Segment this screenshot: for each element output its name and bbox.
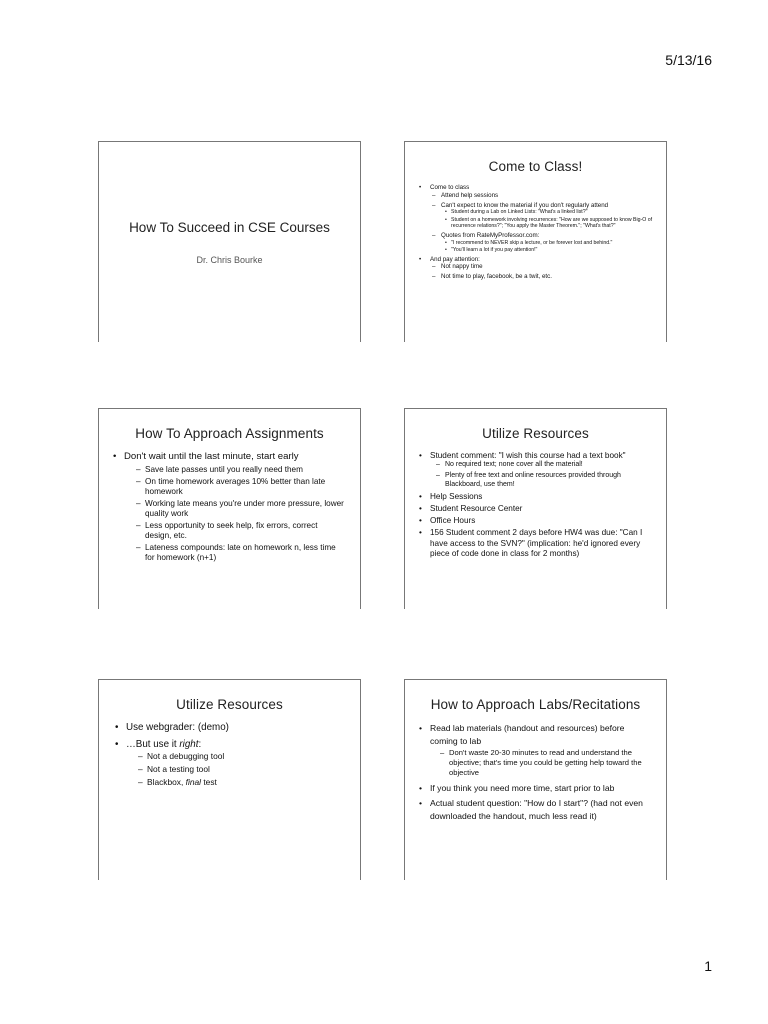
slide-title: How To Approach Assignments — [135, 426, 324, 441]
slide-come-to-class — [404, 141, 667, 342]
sub-bullet-text: Not a testing tool — [147, 764, 210, 775]
slide-title: Utilize Resources — [176, 697, 283, 712]
slide-title: How To Succeed in CSE Courses — [129, 220, 330, 235]
sub-bullet-item: – Working late means you're under more pressure, lower quality work — [136, 499, 346, 519]
sub-sub-bullet-item: • "I recommend to NEVER skip a lecture, or be forever lost and behind." — [445, 240, 654, 247]
bullet-item — [113, 451, 346, 563]
sub-sub-bullet-item: • Student during a Lab on Linked Lists: "What's a linked list?" — [445, 209, 654, 216]
bullet-item — [419, 492, 654, 502]
sub-sub-bullet-item: • "You'll learn a lot if you pay attention!" — [445, 247, 654, 254]
sub-bullet-text-pre: Blackbox, — [147, 777, 186, 788]
sub-bullet-item: – Don't waste 20-30 minutes to read and understand the objective; that's time you could be getting help toward the objective — [440, 748, 654, 779]
bullet-text-pre: …But use it — [126, 738, 180, 750]
bullet-text: 156 Student comment 2 days before HW4 was due: "Can I have access to the SVN?" (implication: he'd ignored every piece of code done in class for 2 months) — [430, 528, 643, 558]
sub-bullet-text: Quotes from RateMyProfessor.com: — [441, 231, 540, 239]
sub-bullet-item — [432, 263, 654, 271]
bullet-text: Student comment: "I wish this course had a text book" — [430, 451, 626, 460]
sub-bullet-item — [432, 202, 654, 230]
sub-bullet-item: – Lateness compounds: late on homework n, less time for homework (n+1) — [136, 543, 346, 563]
sub-bullet-text: Not nappy time — [441, 263, 483, 271]
bullet-list — [419, 722, 654, 823]
bullet-text — [126, 739, 201, 750]
bullet-list — [419, 184, 654, 281]
bullet-text: And pay attention: — [430, 255, 480, 263]
slide-title-card — [98, 141, 361, 342]
bullet-text-emphasis: right — [179, 738, 199, 750]
sub-sub-bullet-list — [445, 240, 654, 254]
slide-utilize-resources — [404, 408, 667, 609]
bullet-text: Read lab materials (handout and resources) before coming to lab — [430, 723, 625, 746]
bullet-text: Actual student question: "How do I start"? (had not even downloaded the handout, much less read it) — [430, 798, 643, 822]
bullet-text-post: : — [198, 738, 202, 750]
bullet-text: Don't wait until the last minute, start early — [124, 451, 299, 462]
bullet-text: Come to class — [430, 184, 470, 191]
slide-title: Come to Class! — [488, 159, 583, 174]
sub-bullet-item — [138, 751, 346, 762]
slide-utilize-resources-webgrader — [98, 679, 361, 880]
sub-bullet-text-emphasis: final — [185, 777, 202, 788]
sub-bullet-list — [138, 751, 346, 788]
bullet-item — [419, 782, 654, 795]
bullet-item — [419, 184, 654, 254]
bullet-item — [419, 722, 654, 779]
sub-bullet-item — [432, 192, 654, 200]
bullet-item — [419, 528, 654, 559]
sub-bullet-text: Attend help sessions — [441, 191, 499, 199]
sub-bullet-list — [440, 748, 654, 779]
bullet-text: Student Resource Center — [430, 503, 523, 513]
bullet-text: If you think you need more time, start prior to lab — [430, 782, 615, 793]
sub-bullet-item — [138, 777, 346, 788]
bullet-text: Office Hours — [430, 516, 476, 525]
slide-subtitle: Dr. Chris Bourke — [196, 255, 263, 265]
sub-bullet-item — [432, 232, 654, 254]
sub-bullet-list — [432, 192, 654, 254]
sub-bullet-list — [436, 461, 654, 489]
sub-bullet-item: – Less opportunity to seek help, fix errors, correct design, etc. — [136, 521, 346, 541]
slide-title: Utilize Resources — [482, 426, 589, 441]
slide-approach-assignments — [98, 408, 361, 609]
sub-bullet-text: Not time to play, facebook, be a twit, etc. — [441, 273, 552, 280]
bullet-list — [113, 451, 346, 563]
bullet-text: Help Sessions — [430, 491, 483, 501]
sub-bullet-item: – Save late passes until you really need them — [136, 465, 346, 475]
bullet-item — [419, 516, 654, 526]
bullet-list — [115, 722, 346, 788]
sub-bullet-item: – No required text; none cover all the material! — [436, 461, 654, 470]
slide-approach-labs — [404, 679, 667, 880]
bullet-item — [419, 451, 654, 490]
page-number: 1 — [704, 958, 712, 974]
sub-bullet-item — [432, 273, 654, 281]
bullet-item — [115, 739, 346, 789]
sub-sub-bullet-list — [445, 209, 654, 230]
sub-sub-bullet-item: • Student on a homework involving recurrences: "How are we supposed to know Big-O of recurrence relations?"; "You apply the Master Theorem."; "What's that?" — [445, 217, 654, 230]
sub-bullet-list — [136, 465, 346, 563]
sub-bullet-text: Not a debugging tool — [147, 751, 225, 762]
sub-bullet-item: – Plenty of free text and online resources provided through Blackboard, use them! — [436, 472, 654, 490]
bullet-item — [419, 797, 654, 823]
sub-bullet-text-post: test — [201, 777, 217, 788]
bullet-item — [419, 504, 654, 514]
bullet-item — [115, 722, 346, 735]
bullet-text: Use webgrader: (demo) — [126, 722, 229, 733]
sub-bullet-text: Can't expect to know the material if you don't regularly attend — [441, 201, 609, 209]
bullet-list — [419, 451, 654, 559]
sub-bullet-item — [138, 764, 346, 775]
slide-title: How to Approach Labs/Recitations — [430, 697, 641, 712]
bullet-item — [419, 256, 654, 281]
page-date: 5/13/16 — [665, 52, 712, 68]
sub-bullet-list — [432, 263, 654, 281]
sub-bullet-item: – On time homework averages 10% better than late homework — [136, 477, 346, 497]
